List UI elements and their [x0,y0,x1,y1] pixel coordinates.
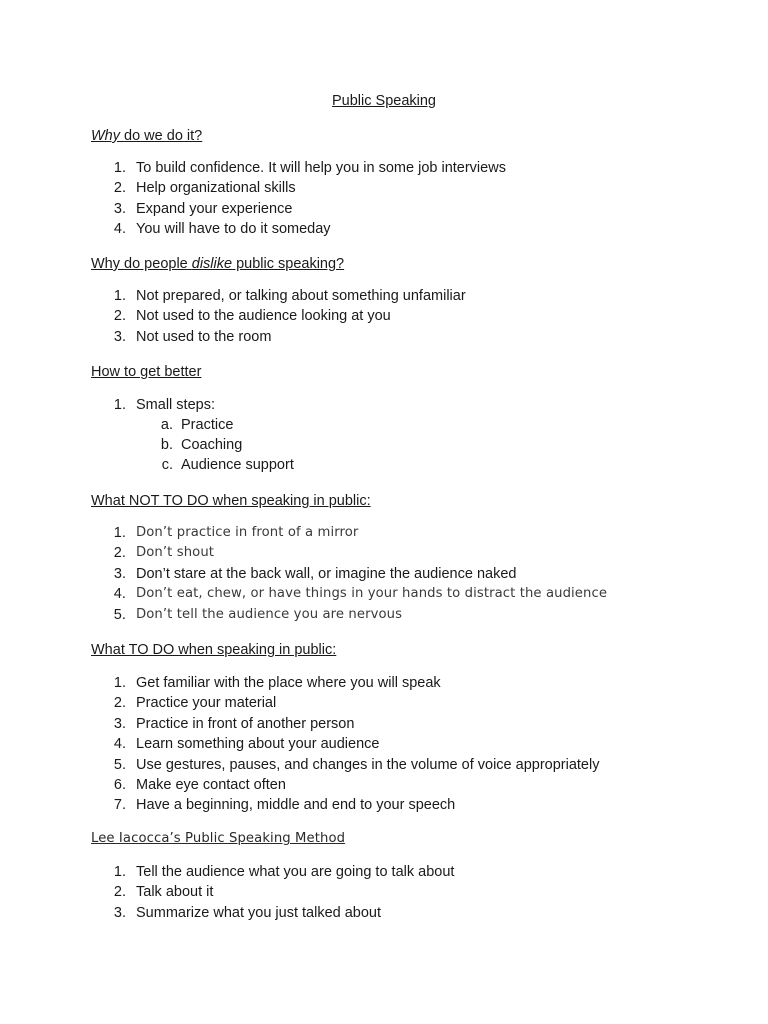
section-heading-to-do: What TO DO when speaking in public: [91,642,337,658]
sublist-item: a. Practice [160,417,234,433]
list-item: 3. Don’t stare at the back wall, or imagine the audience naked [113,565,517,582]
heading-emphasis: dislike [191,256,233,272]
list-item: 3. Not used to the room [113,328,272,345]
iacocca-list [112,862,454,923]
list-item: 2. Practice your material [113,695,277,712]
list-item: 2. Don’t shout [113,545,215,562]
list-item: 1. Get familiar with the place where you will speak [113,675,441,691]
section-heading-dislike: Why do people dislike public speaking? [91,256,345,272]
list-item: 7. Have a beginning, middle and end to your speech [113,797,456,814]
list-item: 1. To build confidence. It will help you in some job interviews [113,160,506,176]
list-item: 2. Not used to the audience looking at you [113,308,391,325]
heading-text: do we do it? [120,128,203,144]
section-heading-why [91,128,202,144]
list-item: 5. Don’t tell the audience you are nervous [113,606,403,623]
better-list [112,395,215,415]
list-item: 2. Talk about it [113,884,214,901]
better-sublist [157,415,294,476]
sublist-item: c. Audience support [161,457,294,474]
sublist-item: b. Coaching [160,437,243,454]
list-item: 4. You will have to do it someday [113,221,331,238]
list-item: 6. Make eye contact often [113,776,286,793]
not-to-do-list [112,523,607,625]
list-item: 3. Practice in front of another person [113,715,355,732]
list-item: 1. Small steps: [113,397,215,413]
section-heading-iacocca: Lee Iacocca’s Public Speaking Method [91,831,346,846]
list-item: 1. Don’t practice in front of a mirror [113,525,359,541]
list-item: 3. Expand your experience [113,200,293,217]
list-item: 2. Help organizational skills [113,180,296,197]
list-item: 5. Use gestures, pauses, and changes in the volume of voice appropriately [113,756,600,773]
list-item: 3. Summarize what you just talked about [113,904,382,921]
list-item: 4. Learn something about your audience [113,736,380,753]
to-do-list [112,673,599,816]
title-text: Public Speaking [332,93,436,109]
heading-emphasis: Why [91,128,120,144]
why-list [112,158,506,240]
section-heading-not-to-do: What NOT TO DO when speaking in public: [91,493,371,509]
list-item: 4. Don’t eat, chew, or have things in your hands to distract the audience [113,586,608,603]
page-title [0,93,768,109]
section-heading-better: How to get better [91,364,202,380]
list-item: 1. Not prepared, or talking about something unfamiliar [113,288,466,304]
dislike-list [112,286,466,347]
list-item: 1. Tell the audience what you are going to talk about [113,864,455,880]
